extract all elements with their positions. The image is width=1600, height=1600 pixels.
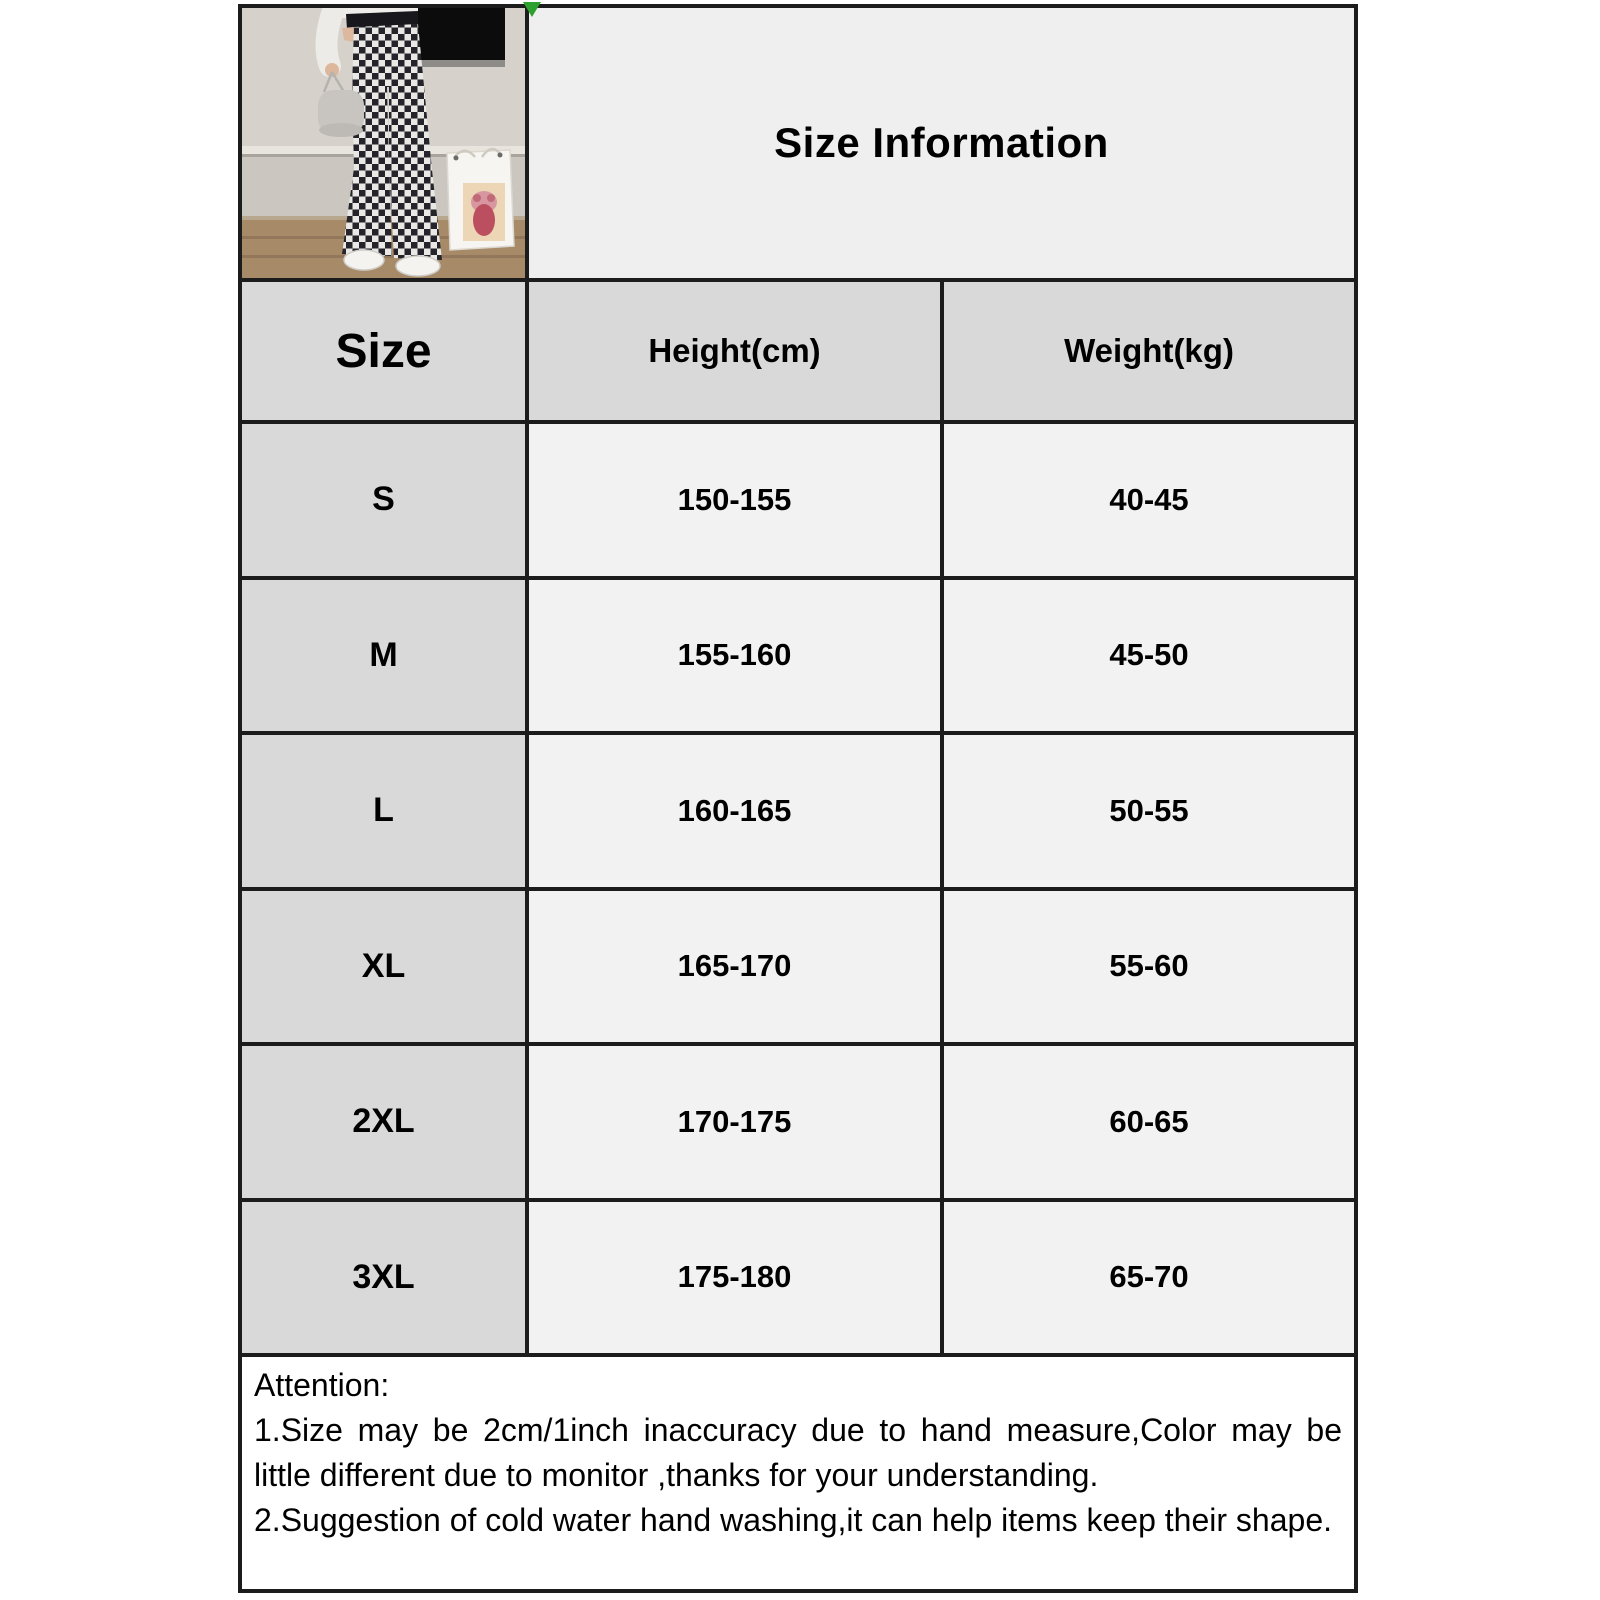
- height-value-cell: 150-155: [529, 424, 940, 576]
- attention-box: [238, 1353, 1358, 1593]
- size-label-cell: L: [242, 735, 525, 887]
- weight-value-cell: 50-55: [944, 735, 1354, 887]
- page-title: Size Information: [774, 119, 1109, 166]
- shopping-bag: [447, 149, 514, 250]
- size-label-cell: 2XL: [242, 1046, 525, 1198]
- attention-line-2: 2.Suggestion of cold water hand washing,it can help items keep their shape.: [254, 1502, 1332, 1538]
- height-value-cell: 160-165: [529, 735, 940, 887]
- product-photo-illustration: [242, 8, 525, 278]
- size-chart: [238, 4, 1358, 1593]
- weight-value-cell: 60-65: [944, 1046, 1354, 1198]
- green-corner-marker-icon: [523, 2, 541, 17]
- attention-heading: Attention:: [254, 1367, 390, 1403]
- height-value-cell: 165-170: [529, 891, 940, 1043]
- weight-value-cell: 65-70: [944, 1202, 1354, 1354]
- height-value-cell: 170-175: [529, 1046, 940, 1198]
- product-photo: [242, 8, 525, 278]
- size-table: [238, 4, 1358, 1357]
- weight-value-cell: 45-50: [944, 580, 1354, 732]
- size-label-cell: M: [242, 580, 525, 732]
- size-label-cell: S: [242, 424, 525, 576]
- size-label-cell: 3XL: [242, 1202, 525, 1354]
- column-header-size: Size: [242, 282, 525, 420]
- height-value-cell: 155-160: [529, 580, 940, 732]
- weight-value-cell: 40-45: [944, 424, 1354, 576]
- weight-value-cell: 55-60: [944, 891, 1354, 1043]
- size-information-title-cell: [529, 8, 1354, 278]
- attention-line-1: 1.Size may be 2cm/1inch inaccuracy due to hand measure,Color may be little different due to monitor ,thanks for your understanding.: [254, 1412, 1342, 1493]
- size-label-cell: XL: [242, 891, 525, 1043]
- column-header-height: Height(cm): [529, 282, 940, 420]
- height-value-cell: 175-180: [529, 1202, 940, 1354]
- column-header-weight: Weight(kg): [944, 282, 1354, 420]
